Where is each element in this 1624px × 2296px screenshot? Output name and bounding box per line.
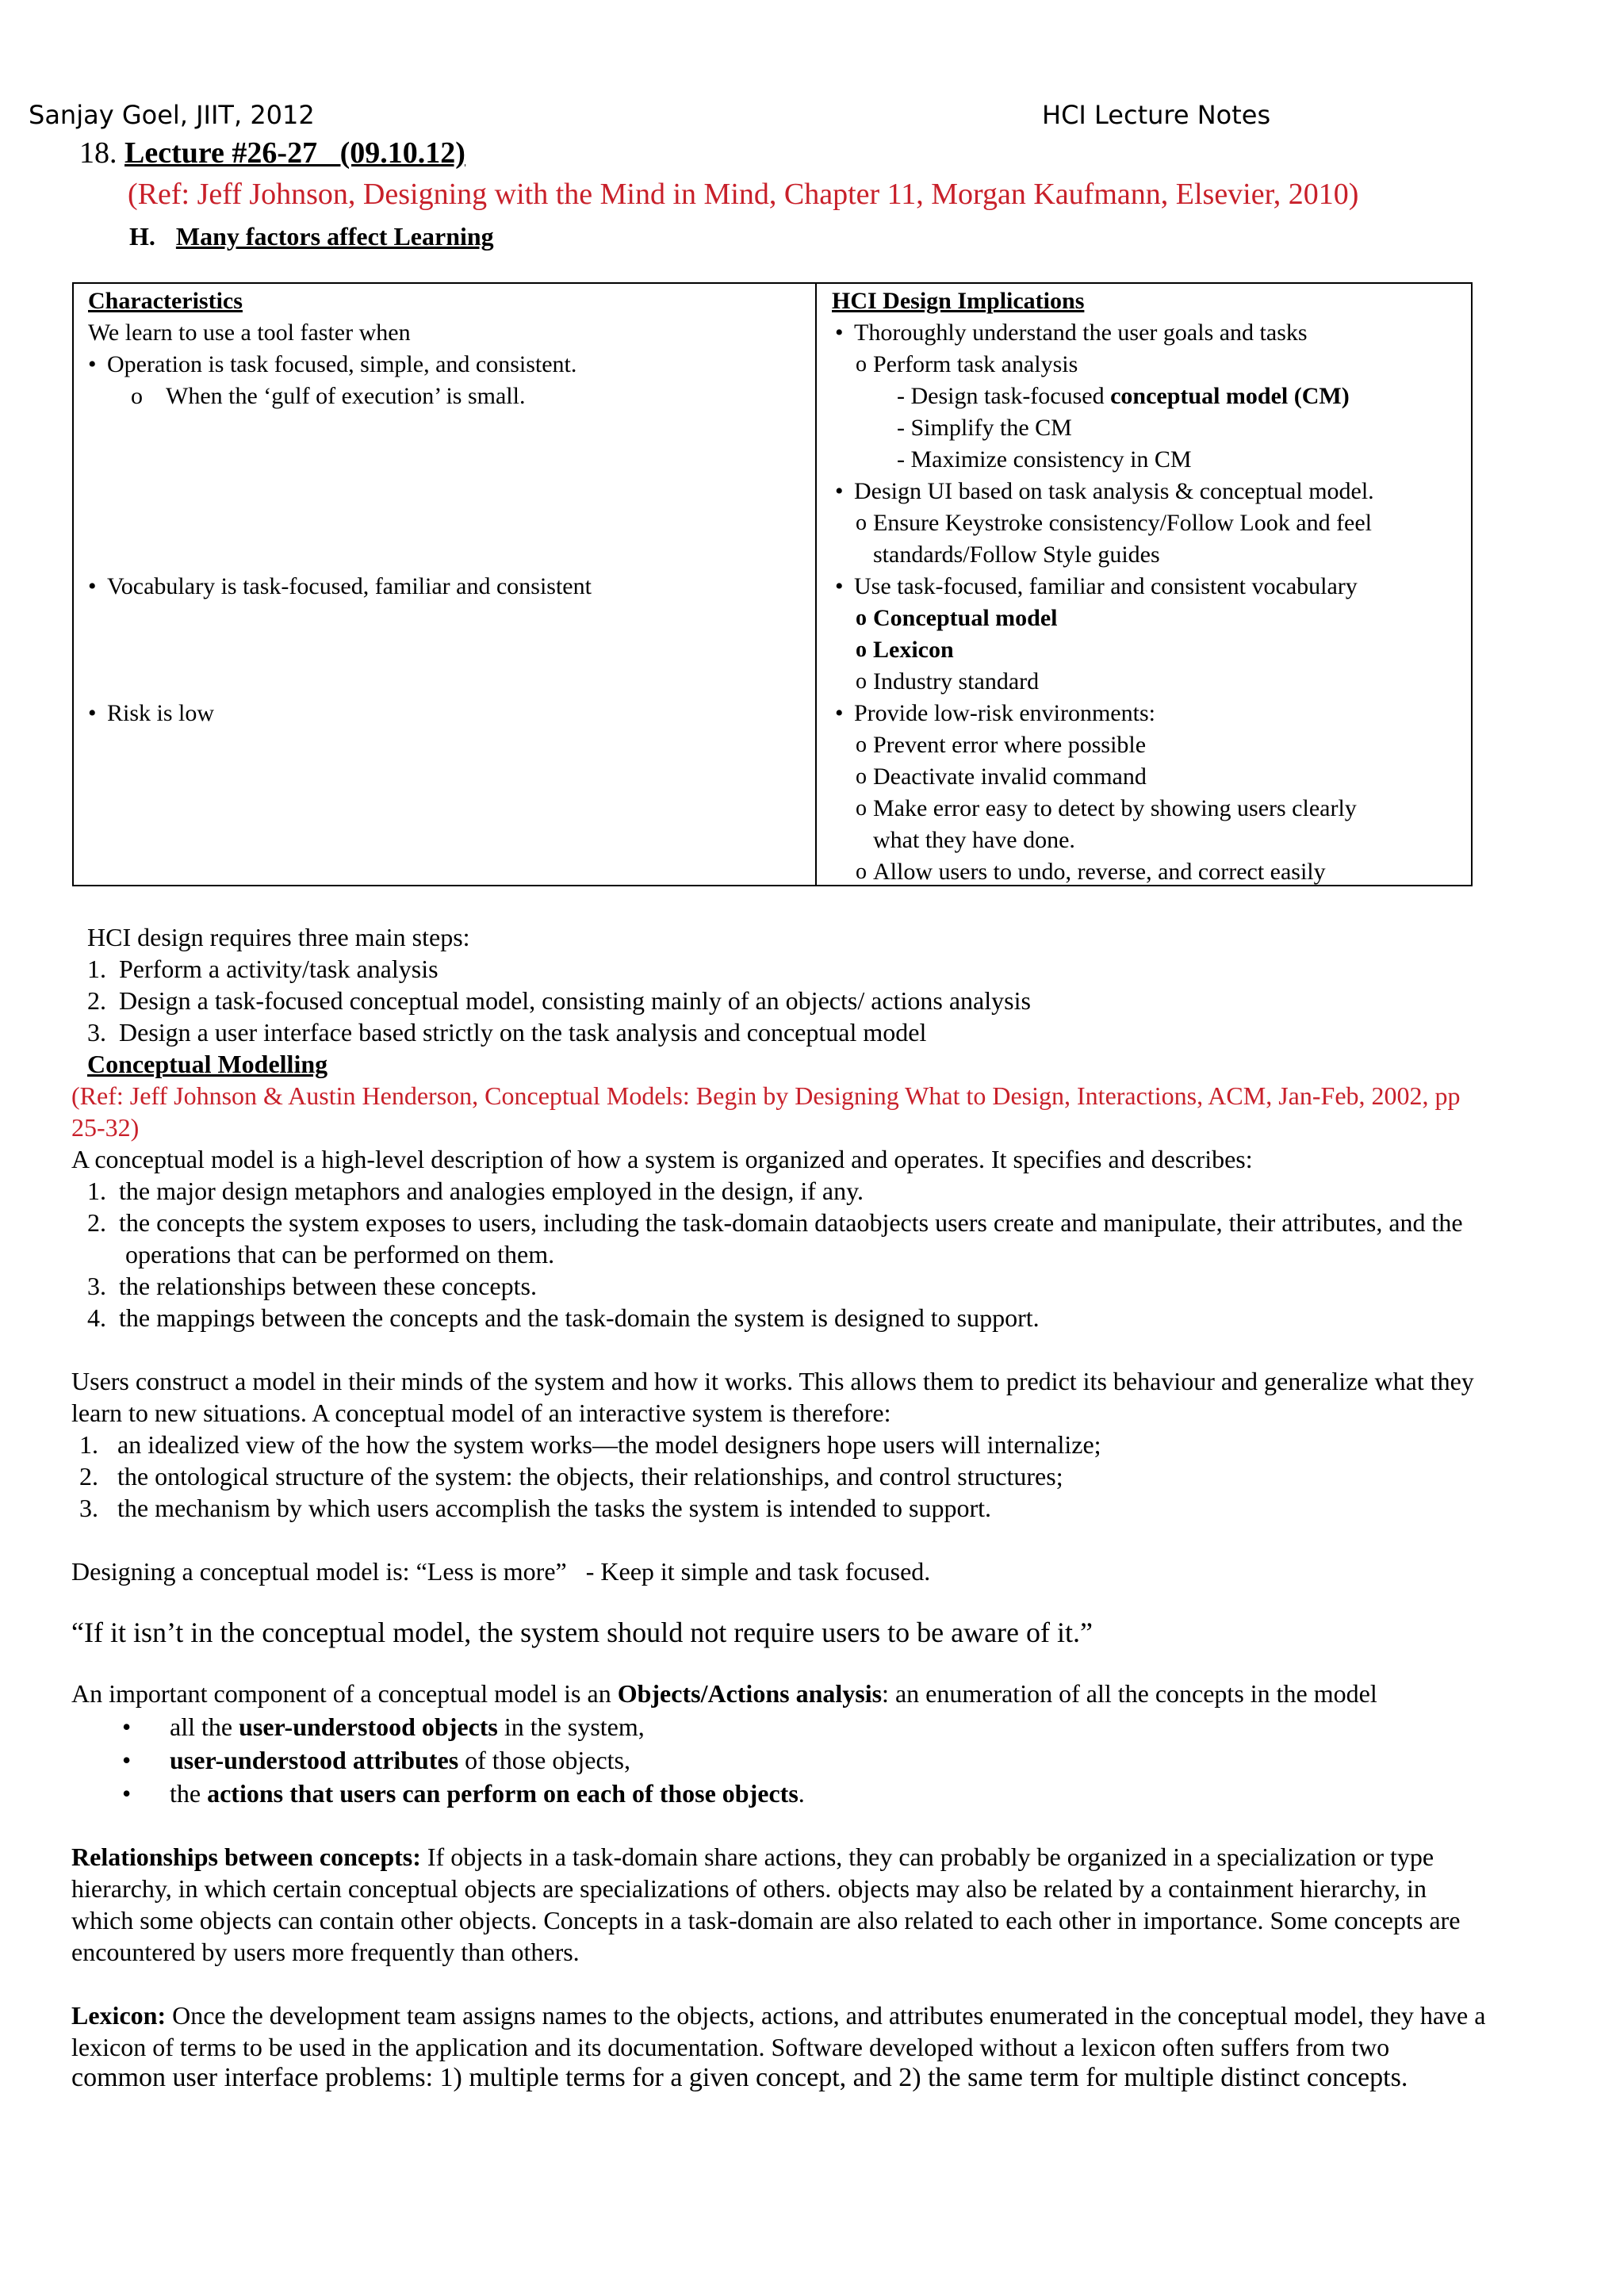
conceptual-modelling-heading: Conceptual Modelling [87,1050,328,1078]
impl-design-cm-bold: conceptual model (CM) [1110,383,1350,409]
header-course: HCI Lecture Notes [1042,100,1271,130]
impl-design-cm: - Design task-focused conceptual model (CM) [897,383,1350,409]
section-h-letter: H. [129,222,155,251]
impl-consistency-cm-text: Maximize consistency in CM [910,446,1192,473]
char-gulf-bullet: o [131,383,143,409]
learning-factors-table [72,282,1473,886]
cm-item-3: 3. the relationships between these concepts. [87,1272,537,1300]
step-3: 3. Design a user interface based strictly on the task analysis and conceptual model [87,1018,927,1047]
relationships-heading: Relationships between concepts: [71,1843,421,1871]
impl-lexicon: o Lexicon [873,634,954,666]
impl-design-cm-text: Design task-focused [910,383,1111,409]
impl-error-detect-cont: what they have done. [873,827,1075,853]
lexicon-line1 [71,1999,1485,2031]
oa-intro-pre: An important component of a conceptual model is an [71,1679,618,1708]
header-author: Sanjay Goel, JIIT, 2012 [29,100,315,130]
impl-keystroke-consistency: o Ensure Keystroke consistency/Follow Look and feel [873,507,1372,539]
section-h-title: Many factors affect Learning [175,222,494,251]
char-gulf: When the ‘gulf of execution’ is small. [166,383,526,409]
oa-intro [71,1678,1377,1709]
oa-b2-post: of those objects, [458,1746,630,1774]
relationships-line1 [71,1841,1434,1873]
users-para-line1: Users construct a model in their minds of the system and how it works. This allows them to predict its behaviour and generalize what they [71,1367,1474,1395]
impl-prevent-error: o Prevent error where possible [873,729,1146,761]
reference-johnson-book: (Ref: Jeff Johnson, Designing with the Mind in Mind, Chapter 11, Morgan Kaufmann, Elsevier, 2010) [128,178,1359,211]
cm-item-3-text: the relationships between these concepts. [119,1272,537,1300]
oa-b1-pre: all the [170,1712,239,1741]
step-1-text: Perform a activity/task analysis [119,955,439,983]
relationships-line1-text: If objects in a task-domain share actions, they can probably be organized in a specialization or type [420,1843,1434,1871]
impl-undo: o Allow users to undo, reverse, and correct easily [873,856,1326,888]
cm-item-1: 1. the major design metaphors and analogies employed in the design, if any. [87,1177,864,1205]
oa-bullet-2: • user-understood attributes of those objects, [122,1746,630,1774]
users-item-2: 2. the ontological structure of the system: the objects, their relationships, and control structures; [79,1462,1063,1490]
users-item-1-text: an idealized view of the how the system works—the model designers hope users will internalize; [117,1430,1101,1459]
step-1: 1. Perform a activity/task analysis [87,955,439,983]
impl-low-risk: • Provide low-risk environments: [854,698,1155,729]
cm-item-2-text: the concepts the system exposes to users, including the task-domain dataobjects users create and manipulate, their attributes, and the [119,1208,1463,1237]
char-risk: • Risk is low [107,698,214,729]
users-item-3-text: the mechanism by which users accomplish the tasks the system is intended to support. [117,1494,992,1522]
impl-error-detect: o Make error easy to detect by showing users clearly [873,793,1357,825]
oa-b3-post: . [798,1779,805,1808]
impl-keystroke-consistency-cont: standards/Follow Style guides [873,541,1160,568]
reference-johnson-henderson: (Ref: Jeff Johnson & Austin Henderson, Conceptual Models: Begin by Designing What to Design, Interactions, ACM, Jan-Feb, 2002, pp [71,1081,1461,1110]
char-operation: • Operation is task focused, simple, and consistent. [107,349,576,381]
oa-b1-post: in the system, [497,1712,645,1741]
lexicon-line3: common user interface problems: 1) multiple terms for a given concept, and 2) the same term for multiple distinct concepts. [71,2063,1408,2092]
oa-b3-pre: the [170,1779,208,1808]
oa-intro-bold: Objects/Actions analysis [617,1679,883,1708]
lexicon-line1-text: Once the development team assigns names to the objects, actions, and attributes enumerated in the conceptual model, they have a [166,2001,1486,2030]
lecture-title: Lecture #26-27 (09.10.12) [124,136,465,170]
lexicon-heading: Lexicon: [71,2001,167,2030]
step-3-text: Design a user interface based strictly on the task analysis and conceptual model [119,1018,927,1047]
impl-vocabulary: • Use task-focused, familiar and consistent vocabulary [854,571,1358,603]
oa-b1-bold: user-understood objects [239,1712,498,1741]
users-item-1: 1. an idealized view of the how the system works—the model designers hope users will internalize; [79,1430,1101,1459]
oa-bullet-3: • the actions that users can perform on each of those objects. [122,1779,805,1808]
impl-task-analysis: o Perform task analysis [873,349,1078,381]
left-intro: We learn to use a tool faster when [88,320,411,346]
users-para-line2: learn to new situations. A conceptual model of an interactive system is therefore: [71,1399,891,1427]
oa-intro-post: : an enumeration of all the concepts in the model [882,1679,1377,1708]
oa-b3-bold: actions that users can perform on each of those objects [207,1779,799,1808]
impl-industry-standard: o Industry standard [873,666,1039,698]
oa-b2-bold: user-understood attributes [170,1746,459,1774]
left-column-header: Characteristics [88,288,243,314]
users-item-2-text: the ontological structure of the system: the objects, their relationships, and control structures; [117,1462,1063,1490]
table-column-divider [815,284,817,885]
cm-item-2: 2. the concepts the system exposes to users, including the task-domain dataobjects users create and manipulate, their attributes, and the [87,1208,1463,1237]
right-column-header: HCI Design Implications [832,288,1085,314]
cm-item-1-text: the major design metaphors and analogies employed in the design, if any. [119,1177,864,1205]
impl-understand-goals: • Thoroughly understand the user goals and tasks [854,317,1308,349]
quote: “If it isn’t in the conceptual model, the system should not require users to be aware of it.” [71,1617,1093,1648]
section-h-heading [129,220,494,252]
impl-consistency-cm: - Maximize consistency in CM [897,446,1192,473]
step-2-text: Design a task-focused conceptual model, consisting mainly of an objects/ actions analysis [119,986,1031,1015]
relationships-line4: encountered by users more frequently than others. [71,1938,580,1966]
cm-definition: A conceptual model is a high-level description of how a system is organized and operates. It specifies and describes: [71,1145,1253,1173]
impl-simplify-cm-text: Simplify the CM [910,415,1072,441]
oa-bullet-1: • all the user-understood objects in the system, [122,1712,645,1741]
step-2: 2. Design a task-focused conceptual model, consisting mainly of an objects/ actions analysis [87,986,1031,1015]
lexicon-line2: lexicon of terms to be used in the application and its documentation. Software developed without a lexicon often suffers from two [71,2033,1390,2061]
impl-simplify-cm: - Simplify the CM [897,415,1072,441]
lecture-heading [79,133,465,173]
relationships-line3: which some objects can contain other objects. Concepts in a task-domain are also related to each other in importance. Some concepts are [71,1906,1461,1934]
steps-intro: HCI design requires three main steps: [87,923,470,951]
impl-design-ui: • Design UI based on task analysis & conceptual model. [854,476,1374,507]
impl-conceptual-model: o Conceptual model [873,603,1058,634]
cm-item-4: 4. the mappings between the concepts and the task-domain the system is designed to support. [87,1303,1040,1332]
cm-item-4-text: the mappings between the concepts and the task-domain the system is designed to support. [119,1303,1040,1332]
relationships-line2: hierarchy, in which certain conceptual objects are specializations of others. objects may also be related by a containment hierarchy, in [71,1874,1427,1903]
reference-johnson-henderson-cont: 25-32) [71,1113,140,1142]
lecture-number: 18. [79,136,117,170]
users-item-3: 3. the mechanism by which users accomplish the tasks the system is intended to support. [79,1494,992,1522]
cm-item-2-cont: operations that can be performed on them. [125,1240,555,1269]
less-is-more: Designing a conceptual model is: “Less is more” - Keep it simple and task focused. [71,1557,931,1586]
impl-deactivate-command: o Deactivate invalid command [873,761,1147,793]
char-vocabulary: • Vocabulary is task-focused, familiar and consistent [107,571,592,603]
